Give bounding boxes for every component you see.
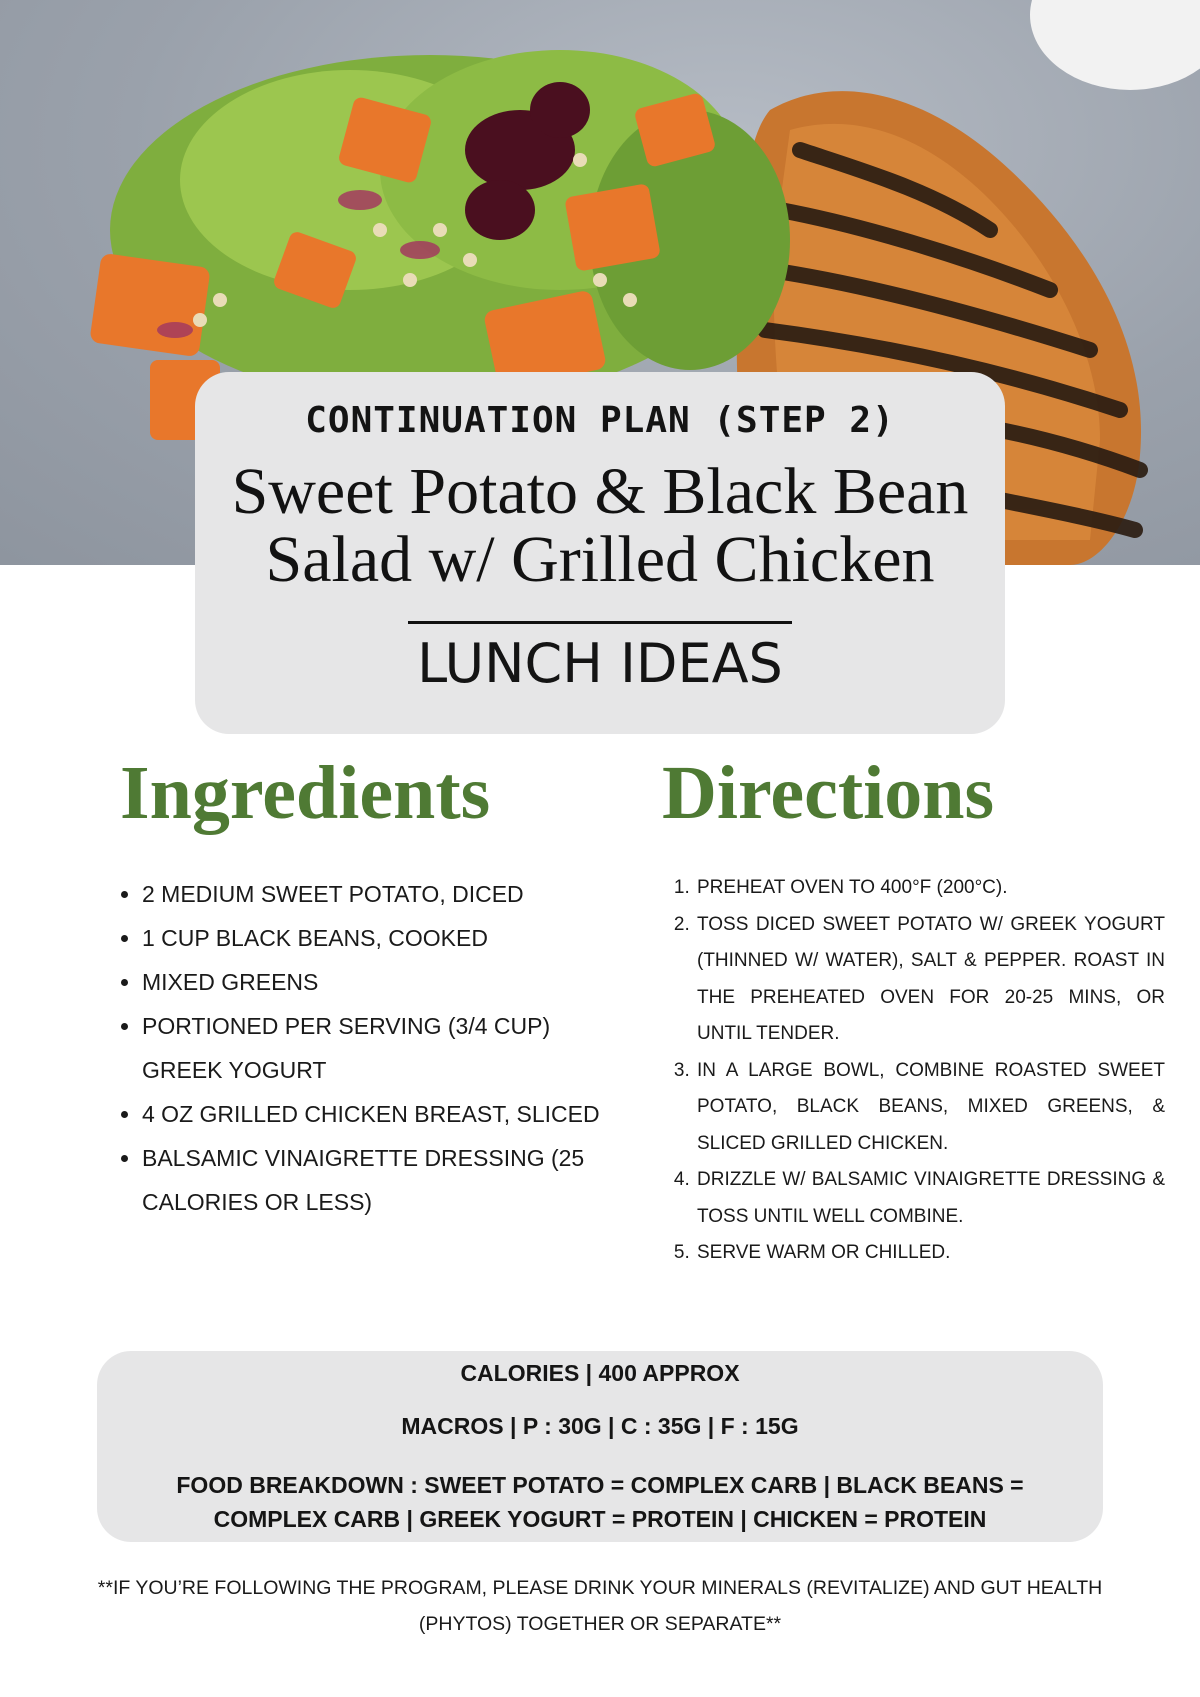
direction-step: 4. DRIZZLE W/ BALSAMIC VINAIGRETTE DRESSING & TOSS UNTIL WELL COMBINE. (695, 1162, 1165, 1235)
calories-line: CALORIES | 400 APPROX (460, 1360, 740, 1386)
recipe-title: Sweet Potato & Black Bean Salad w/ Grilled Chicken (231, 455, 969, 596)
ingredient-item: • 2 MEDIUM SWEET POTATO, DICED (142, 872, 612, 916)
food-breakdown-line: FOOD BREAKDOWN : SWEET POTATO = COMPLEX CARB | BLACK BEANS = COMPLEX CARB | GREEK YOGURT = PROTEIN | CHICKEN = PROTEIN (176, 1472, 1024, 1532)
macros-line: MACROS | P : 30G | C : 35G | F : 15G (401, 1413, 799, 1439)
ingredient-item: • PORTIONED PER SERVING (3/4 CUP) GREEK YOGURT (142, 1004, 612, 1092)
ingredients-heading: Ingredients (120, 751, 491, 835)
ingredient-item: • MIXED GREENS (142, 960, 612, 1004)
title-divider (408, 621, 792, 624)
plan-subtitle: CONTINUATION PLAN (STEP 2) (305, 400, 895, 441)
ingredient-item: • 4 OZ GRILLED CHICKEN BREAST, SLICED (142, 1092, 612, 1136)
ingredients-list (115, 872, 612, 1224)
program-footnote: **IF YOU’RE FOLLOWING THE PROGRAM, PLEASE DRINK YOUR MINERALS (REVITALIZE) AND GUT HEALTH (PHYTOS) TOGETHER OR SEPARATE** (97, 1577, 1103, 1635)
direction-step: 2. TOSS DICED SWEET POTATO W/ GREEK YOGURT (THINNED W/ WATER), SALT & PEPPER. ROAST IN THE PREHEATED OVEN FOR 20-25 MINS, OR UNTIL TENDER. (695, 907, 1165, 1053)
directions-heading: Directions (662, 751, 995, 835)
ingredient-item: • BALSAMIC VINAIGRETTE DRESSING (25 CALORIES OR LESS) (142, 1136, 612, 1224)
ingredient-item: • 1 CUP BLACK BEANS, COOKED (142, 916, 612, 960)
section-label: LUNCH IDEAS (417, 632, 783, 695)
direction-step: 1. PREHEAT OVEN TO 400°F (200°C). (695, 870, 1165, 907)
direction-step: 5. SERVE WARM OR CHILLED. (695, 1235, 1165, 1272)
direction-step: 3. IN A LARGE BOWL, COMBINE ROASTED SWEET POTATO, BLACK BEANS, MIXED GREENS, & SLICED GRILLED CHICKEN. (695, 1053, 1165, 1163)
directions-list (675, 870, 1165, 1272)
